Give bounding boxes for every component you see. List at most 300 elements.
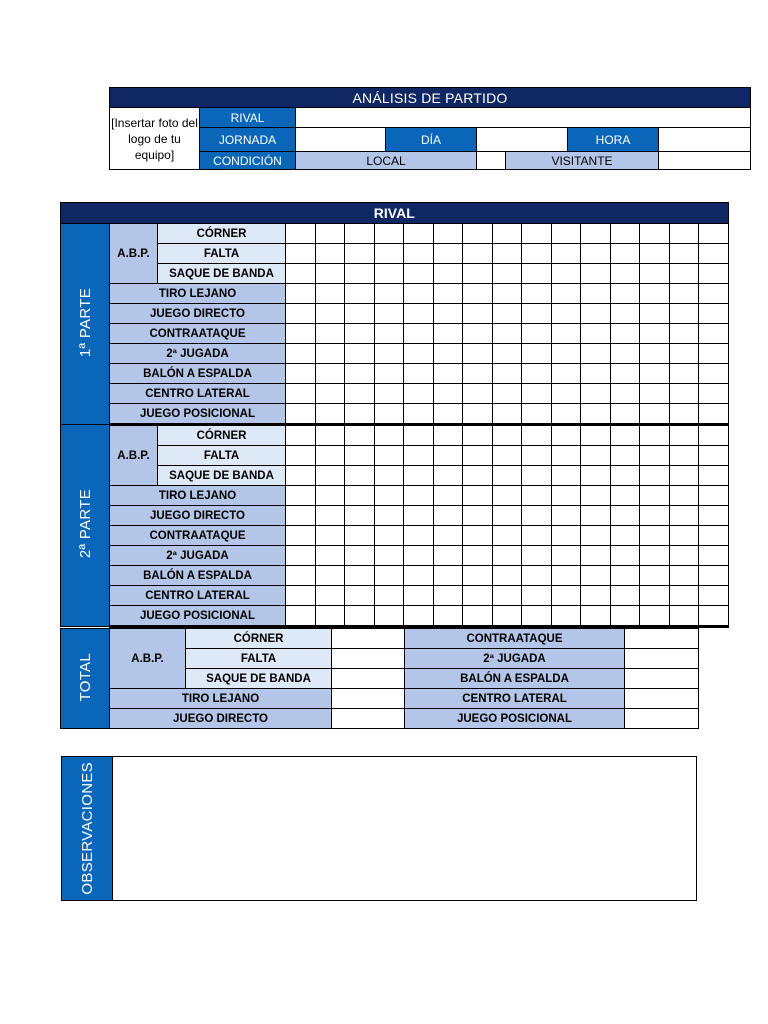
tally-cell[interactable] <box>551 264 581 284</box>
tally-cell[interactable] <box>522 384 552 404</box>
tally-cell[interactable] <box>522 284 552 304</box>
tally-cell[interactable] <box>551 425 581 446</box>
tally-cell[interactable] <box>551 506 581 526</box>
tally-cell[interactable] <box>315 304 345 324</box>
tally-cell[interactable] <box>522 526 552 546</box>
tally-cell[interactable] <box>463 344 493 364</box>
tally-cell[interactable] <box>640 566 670 586</box>
tally-cell[interactable] <box>463 324 493 344</box>
tally-cell[interactable] <box>551 324 581 344</box>
tally-cell[interactable] <box>404 324 434 344</box>
tally-cell[interactable] <box>374 546 404 566</box>
tally-cell[interactable] <box>286 244 316 264</box>
tally-cell[interactable] <box>522 244 552 264</box>
tally-cell[interactable] <box>433 446 463 466</box>
tally-cell[interactable] <box>522 506 552 526</box>
local-checkbox[interactable] <box>477 152 506 170</box>
tally-cell[interactable] <box>286 586 316 606</box>
tally-cell[interactable] <box>492 224 522 244</box>
tally-cell[interactable] <box>433 404 463 425</box>
tally-cell[interactable] <box>286 364 316 384</box>
tally-cell[interactable] <box>551 224 581 244</box>
tally-cell[interactable] <box>669 566 699 586</box>
tally-cell[interactable] <box>315 425 345 446</box>
tally-cell[interactable] <box>374 506 404 526</box>
tally-cell[interactable] <box>669 526 699 546</box>
tally-cell[interactable] <box>404 264 434 284</box>
tally-cell[interactable] <box>522 446 552 466</box>
tally-cell[interactable] <box>669 384 699 404</box>
tally-cell[interactable] <box>551 284 581 304</box>
tally-cell[interactable] <box>610 446 640 466</box>
tally-cell[interactable] <box>581 526 611 546</box>
total-left-value[interactable] <box>332 709 405 729</box>
tally-cell[interactable] <box>699 526 729 546</box>
tally-cell[interactable] <box>463 384 493 404</box>
tally-cell[interactable] <box>345 284 375 304</box>
tally-cell[interactable] <box>522 344 552 364</box>
tally-cell[interactable] <box>463 404 493 425</box>
tally-cell[interactable] <box>345 384 375 404</box>
tally-cell[interactable] <box>374 284 404 304</box>
tally-cell[interactable] <box>492 304 522 324</box>
total-right-value[interactable] <box>625 709 699 729</box>
tally-cell[interactable] <box>463 264 493 284</box>
tally-cell[interactable] <box>699 546 729 566</box>
tally-cell[interactable] <box>610 264 640 284</box>
tally-cell[interactable] <box>492 586 522 606</box>
tally-cell[interactable] <box>522 304 552 324</box>
tally-cell[interactable] <box>286 566 316 586</box>
tally-cell[interactable] <box>374 244 404 264</box>
tally-cell[interactable] <box>315 546 345 566</box>
tally-cell[interactable] <box>463 244 493 264</box>
tally-cell[interactable] <box>492 364 522 384</box>
tally-cell[interactable] <box>492 324 522 344</box>
tally-cell[interactable] <box>374 344 404 364</box>
tally-cell[interactable] <box>522 566 552 586</box>
tally-cell[interactable] <box>433 606 463 627</box>
visitante-checkbox[interactable] <box>659 152 751 170</box>
tally-cell[interactable] <box>345 264 375 284</box>
tally-cell[interactable] <box>345 526 375 546</box>
tally-cell[interactable] <box>433 566 463 586</box>
tally-cell[interactable] <box>522 224 552 244</box>
tally-cell[interactable] <box>286 304 316 324</box>
tally-cell[interactable] <box>374 606 404 627</box>
tally-cell[interactable] <box>610 466 640 486</box>
tally-cell[interactable] <box>581 506 611 526</box>
tally-cell[interactable] <box>463 566 493 586</box>
tally-cell[interactable] <box>345 566 375 586</box>
tally-cell[interactable] <box>404 586 434 606</box>
tally-cell[interactable] <box>699 566 729 586</box>
tally-cell[interactable] <box>286 344 316 364</box>
hora-input[interactable] <box>659 128 751 152</box>
tally-cell[interactable] <box>699 244 729 264</box>
tally-cell[interactable] <box>433 284 463 304</box>
tally-cell[interactable] <box>433 546 463 566</box>
tally-cell[interactable] <box>374 404 404 425</box>
tally-cell[interactable] <box>345 344 375 364</box>
tally-cell[interactable] <box>669 446 699 466</box>
tally-cell[interactable] <box>404 506 434 526</box>
tally-cell[interactable] <box>669 506 699 526</box>
tally-cell[interactable] <box>345 244 375 264</box>
tally-cell[interactable] <box>669 344 699 364</box>
total-right-value[interactable] <box>625 629 699 649</box>
tally-cell[interactable] <box>374 364 404 384</box>
tally-cell[interactable] <box>315 566 345 586</box>
tally-cell[interactable] <box>522 466 552 486</box>
tally-cell[interactable] <box>315 264 345 284</box>
tally-cell[interactable] <box>610 606 640 627</box>
tally-cell[interactable] <box>404 486 434 506</box>
total-left-value[interactable] <box>332 629 405 649</box>
total-left-value[interactable] <box>332 689 405 709</box>
tally-cell[interactable] <box>404 304 434 324</box>
tally-cell[interactable] <box>315 284 345 304</box>
tally-cell[interactable] <box>640 506 670 526</box>
tally-cell[interactable] <box>404 566 434 586</box>
tally-cell[interactable] <box>610 526 640 546</box>
tally-cell[interactable] <box>404 244 434 264</box>
tally-cell[interactable] <box>581 486 611 506</box>
tally-cell[interactable] <box>492 284 522 304</box>
tally-cell[interactable] <box>404 284 434 304</box>
total-right-value[interactable] <box>625 689 699 709</box>
tally-cell[interactable] <box>699 446 729 466</box>
tally-cell[interactable] <box>610 546 640 566</box>
tally-cell[interactable] <box>551 466 581 486</box>
tally-cell[interactable] <box>433 506 463 526</box>
tally-cell[interactable] <box>492 526 522 546</box>
tally-cell[interactable] <box>640 264 670 284</box>
tally-cell[interactable] <box>669 404 699 425</box>
tally-cell[interactable] <box>492 486 522 506</box>
tally-cell[interactable] <box>699 284 729 304</box>
tally-cell[interactable] <box>492 244 522 264</box>
tally-cell[interactable] <box>640 466 670 486</box>
tally-cell[interactable] <box>581 466 611 486</box>
tally-cell[interactable] <box>492 384 522 404</box>
tally-cell[interactable] <box>581 264 611 284</box>
tally-cell[interactable] <box>699 486 729 506</box>
tally-cell[interactable] <box>315 384 345 404</box>
tally-cell[interactable] <box>581 304 611 324</box>
tally-cell[interactable] <box>581 244 611 264</box>
tally-cell[interactable] <box>492 506 522 526</box>
tally-cell[interactable] <box>699 606 729 627</box>
tally-cell[interactable] <box>640 606 670 627</box>
tally-cell[interactable] <box>640 304 670 324</box>
tally-cell[interactable] <box>404 384 434 404</box>
tally-cell[interactable] <box>522 486 552 506</box>
tally-cell[interactable] <box>669 264 699 284</box>
tally-cell[interactable] <box>581 344 611 364</box>
tally-cell[interactable] <box>669 606 699 627</box>
logo-placeholder[interactable]: [Insertar foto del logo de tu equipo] <box>110 108 200 170</box>
tally-cell[interactable] <box>315 404 345 425</box>
tally-cell[interactable] <box>315 526 345 546</box>
tally-cell[interactable] <box>374 566 404 586</box>
tally-cell[interactable] <box>581 566 611 586</box>
tally-cell[interactable] <box>669 244 699 264</box>
tally-cell[interactable] <box>610 566 640 586</box>
tally-cell[interactable] <box>404 526 434 546</box>
tally-cell[interactable] <box>699 425 729 446</box>
tally-cell[interactable] <box>463 486 493 506</box>
tally-cell[interactable] <box>404 344 434 364</box>
tally-cell[interactable] <box>463 466 493 486</box>
tally-cell[interactable] <box>551 606 581 627</box>
tally-cell[interactable] <box>404 446 434 466</box>
tally-cell[interactable] <box>315 224 345 244</box>
tally-cell[interactable] <box>522 606 552 627</box>
tally-cell[interactable] <box>463 526 493 546</box>
tally-cell[interactable] <box>610 224 640 244</box>
tally-cell[interactable] <box>433 384 463 404</box>
tally-cell[interactable] <box>433 364 463 384</box>
tally-cell[interactable] <box>404 224 434 244</box>
tally-cell[interactable] <box>522 586 552 606</box>
tally-cell[interactable] <box>345 224 375 244</box>
tally-cell[interactable] <box>463 506 493 526</box>
tally-cell[interactable] <box>522 546 552 566</box>
tally-cell[interactable] <box>286 264 316 284</box>
tally-cell[interactable] <box>492 546 522 566</box>
tally-cell[interactable] <box>286 606 316 627</box>
tally-cell[interactable] <box>345 466 375 486</box>
tally-cell[interactable] <box>433 224 463 244</box>
tally-cell[interactable] <box>551 446 581 466</box>
tally-cell[interactable] <box>640 446 670 466</box>
tally-cell[interactable] <box>404 364 434 384</box>
tally-cell[interactable] <box>286 546 316 566</box>
tally-cell[interactable] <box>286 324 316 344</box>
tally-cell[interactable] <box>315 244 345 264</box>
tally-cell[interactable] <box>315 506 345 526</box>
tally-cell[interactable] <box>374 224 404 244</box>
tally-cell[interactable] <box>345 304 375 324</box>
tally-cell[interactable] <box>699 364 729 384</box>
tally-cell[interactable] <box>286 404 316 425</box>
tally-cell[interactable] <box>610 486 640 506</box>
tally-cell[interactable] <box>551 364 581 384</box>
tally-cell[interactable] <box>669 425 699 446</box>
tally-cell[interactable] <box>286 486 316 506</box>
tally-cell[interactable] <box>492 404 522 425</box>
tally-cell[interactable] <box>315 466 345 486</box>
tally-cell[interactable] <box>581 546 611 566</box>
tally-cell[interactable] <box>463 364 493 384</box>
tally-cell[interactable] <box>433 264 463 284</box>
tally-cell[interactable] <box>463 284 493 304</box>
tally-cell[interactable] <box>345 324 375 344</box>
tally-cell[interactable] <box>581 364 611 384</box>
tally-cell[interactable] <box>433 304 463 324</box>
tally-cell[interactable] <box>463 425 493 446</box>
tally-cell[interactable] <box>581 606 611 627</box>
tally-cell[interactable] <box>640 546 670 566</box>
tally-cell[interactable] <box>699 224 729 244</box>
tally-cell[interactable] <box>669 324 699 344</box>
tally-cell[interactable] <box>404 466 434 486</box>
tally-cell[interactable] <box>522 364 552 384</box>
tally-cell[interactable] <box>286 284 316 304</box>
tally-cell[interactable] <box>492 566 522 586</box>
tally-cell[interactable] <box>551 304 581 324</box>
tally-cell[interactable] <box>345 404 375 425</box>
tally-cell[interactable] <box>610 425 640 446</box>
tally-cell[interactable] <box>551 546 581 566</box>
tally-cell[interactable] <box>492 344 522 364</box>
tally-cell[interactable] <box>286 526 316 546</box>
tally-cell[interactable] <box>551 404 581 425</box>
tally-cell[interactable] <box>640 486 670 506</box>
tally-cell[interactable] <box>315 344 345 364</box>
tally-cell[interactable] <box>640 224 670 244</box>
tally-cell[interactable] <box>640 526 670 546</box>
tally-cell[interactable] <box>433 486 463 506</box>
tally-cell[interactable] <box>699 304 729 324</box>
tally-cell[interactable] <box>345 606 375 627</box>
tally-cell[interactable] <box>345 486 375 506</box>
tally-cell[interactable] <box>522 324 552 344</box>
tally-cell[interactable] <box>581 284 611 304</box>
tally-cell[interactable] <box>699 264 729 284</box>
tally-cell[interactable] <box>581 404 611 425</box>
tally-cell[interactable] <box>669 546 699 566</box>
tally-cell[interactable] <box>374 586 404 606</box>
tally-cell[interactable] <box>699 344 729 364</box>
tally-cell[interactable] <box>374 486 404 506</box>
tally-cell[interactable] <box>463 304 493 324</box>
tally-cell[interactable] <box>315 446 345 466</box>
tally-cell[interactable] <box>345 586 375 606</box>
tally-cell[interactable] <box>581 384 611 404</box>
tally-cell[interactable] <box>286 425 316 446</box>
tally-cell[interactable] <box>669 224 699 244</box>
tally-cell[interactable] <box>374 526 404 546</box>
tally-cell[interactable] <box>581 324 611 344</box>
tally-cell[interactable] <box>610 304 640 324</box>
tally-cell[interactable] <box>610 284 640 304</box>
tally-cell[interactable] <box>610 404 640 425</box>
tally-cell[interactable] <box>640 384 670 404</box>
tally-cell[interactable] <box>492 425 522 446</box>
tally-cell[interactable] <box>551 344 581 364</box>
total-right-value[interactable] <box>625 649 699 669</box>
tally-cell[interactable] <box>640 425 670 446</box>
tally-cell[interactable] <box>640 364 670 384</box>
tally-cell[interactable] <box>640 586 670 606</box>
tally-cell[interactable] <box>640 404 670 425</box>
tally-cell[interactable] <box>286 466 316 486</box>
tally-cell[interactable] <box>315 606 345 627</box>
tally-cell[interactable] <box>315 586 345 606</box>
tally-cell[interactable] <box>286 506 316 526</box>
tally-cell[interactable] <box>492 264 522 284</box>
tally-cell[interactable] <box>640 284 670 304</box>
tally-cell[interactable] <box>463 606 493 627</box>
observations-input[interactable] <box>112 757 696 900</box>
tally-cell[interactable] <box>286 446 316 466</box>
tally-cell[interactable] <box>669 284 699 304</box>
tally-cell[interactable] <box>551 526 581 546</box>
tally-cell[interactable] <box>610 586 640 606</box>
tally-cell[interactable] <box>699 324 729 344</box>
tally-cell[interactable] <box>286 384 316 404</box>
tally-cell[interactable] <box>433 324 463 344</box>
tally-cell[interactable] <box>374 425 404 446</box>
tally-cell[interactable] <box>669 486 699 506</box>
tally-cell[interactable] <box>610 364 640 384</box>
tally-cell[interactable] <box>669 466 699 486</box>
tally-cell[interactable] <box>433 344 463 364</box>
tally-cell[interactable] <box>492 606 522 627</box>
tally-cell[interactable] <box>699 404 729 425</box>
tally-cell[interactable] <box>463 586 493 606</box>
tally-cell[interactable] <box>463 224 493 244</box>
tally-cell[interactable] <box>699 384 729 404</box>
tally-cell[interactable] <box>522 425 552 446</box>
tally-cell[interactable] <box>433 244 463 264</box>
tally-cell[interactable] <box>374 466 404 486</box>
total-left-value[interactable] <box>332 669 405 689</box>
tally-cell[interactable] <box>404 404 434 425</box>
tally-cell[interactable] <box>404 425 434 446</box>
tally-cell[interactable] <box>315 324 345 344</box>
tally-cell[interactable] <box>492 466 522 486</box>
tally-cell[interactable] <box>522 264 552 284</box>
tally-cell[interactable] <box>374 446 404 466</box>
tally-cell[interactable] <box>315 486 345 506</box>
tally-cell[interactable] <box>404 606 434 627</box>
tally-cell[interactable] <box>640 244 670 264</box>
tally-cell[interactable] <box>433 586 463 606</box>
tally-cell[interactable] <box>610 344 640 364</box>
tally-cell[interactable] <box>433 526 463 546</box>
tally-cell[interactable] <box>640 344 670 364</box>
tally-cell[interactable] <box>404 546 434 566</box>
tally-cell[interactable] <box>581 425 611 446</box>
tally-cell[interactable] <box>669 586 699 606</box>
tally-cell[interactable] <box>610 384 640 404</box>
tally-cell[interactable] <box>699 466 729 486</box>
tally-cell[interactable] <box>581 224 611 244</box>
tally-cell[interactable] <box>669 304 699 324</box>
total-right-value[interactable] <box>625 669 699 689</box>
tally-cell[interactable] <box>551 384 581 404</box>
tally-cell[interactable] <box>551 244 581 264</box>
total-left-value[interactable] <box>332 649 405 669</box>
tally-cell[interactable] <box>345 546 375 566</box>
rival-input[interactable] <box>296 108 751 128</box>
tally-cell[interactable] <box>433 466 463 486</box>
tally-cell[interactable] <box>374 264 404 284</box>
dia-input[interactable] <box>477 128 568 152</box>
tally-cell[interactable] <box>610 324 640 344</box>
tally-cell[interactable] <box>610 506 640 526</box>
jornada-input[interactable] <box>296 128 386 152</box>
tally-cell[interactable] <box>551 586 581 606</box>
tally-cell[interactable] <box>315 364 345 384</box>
tally-cell[interactable] <box>640 324 670 344</box>
tally-cell[interactable] <box>345 425 375 446</box>
tally-cell[interactable] <box>669 364 699 384</box>
tally-cell[interactable] <box>463 446 493 466</box>
